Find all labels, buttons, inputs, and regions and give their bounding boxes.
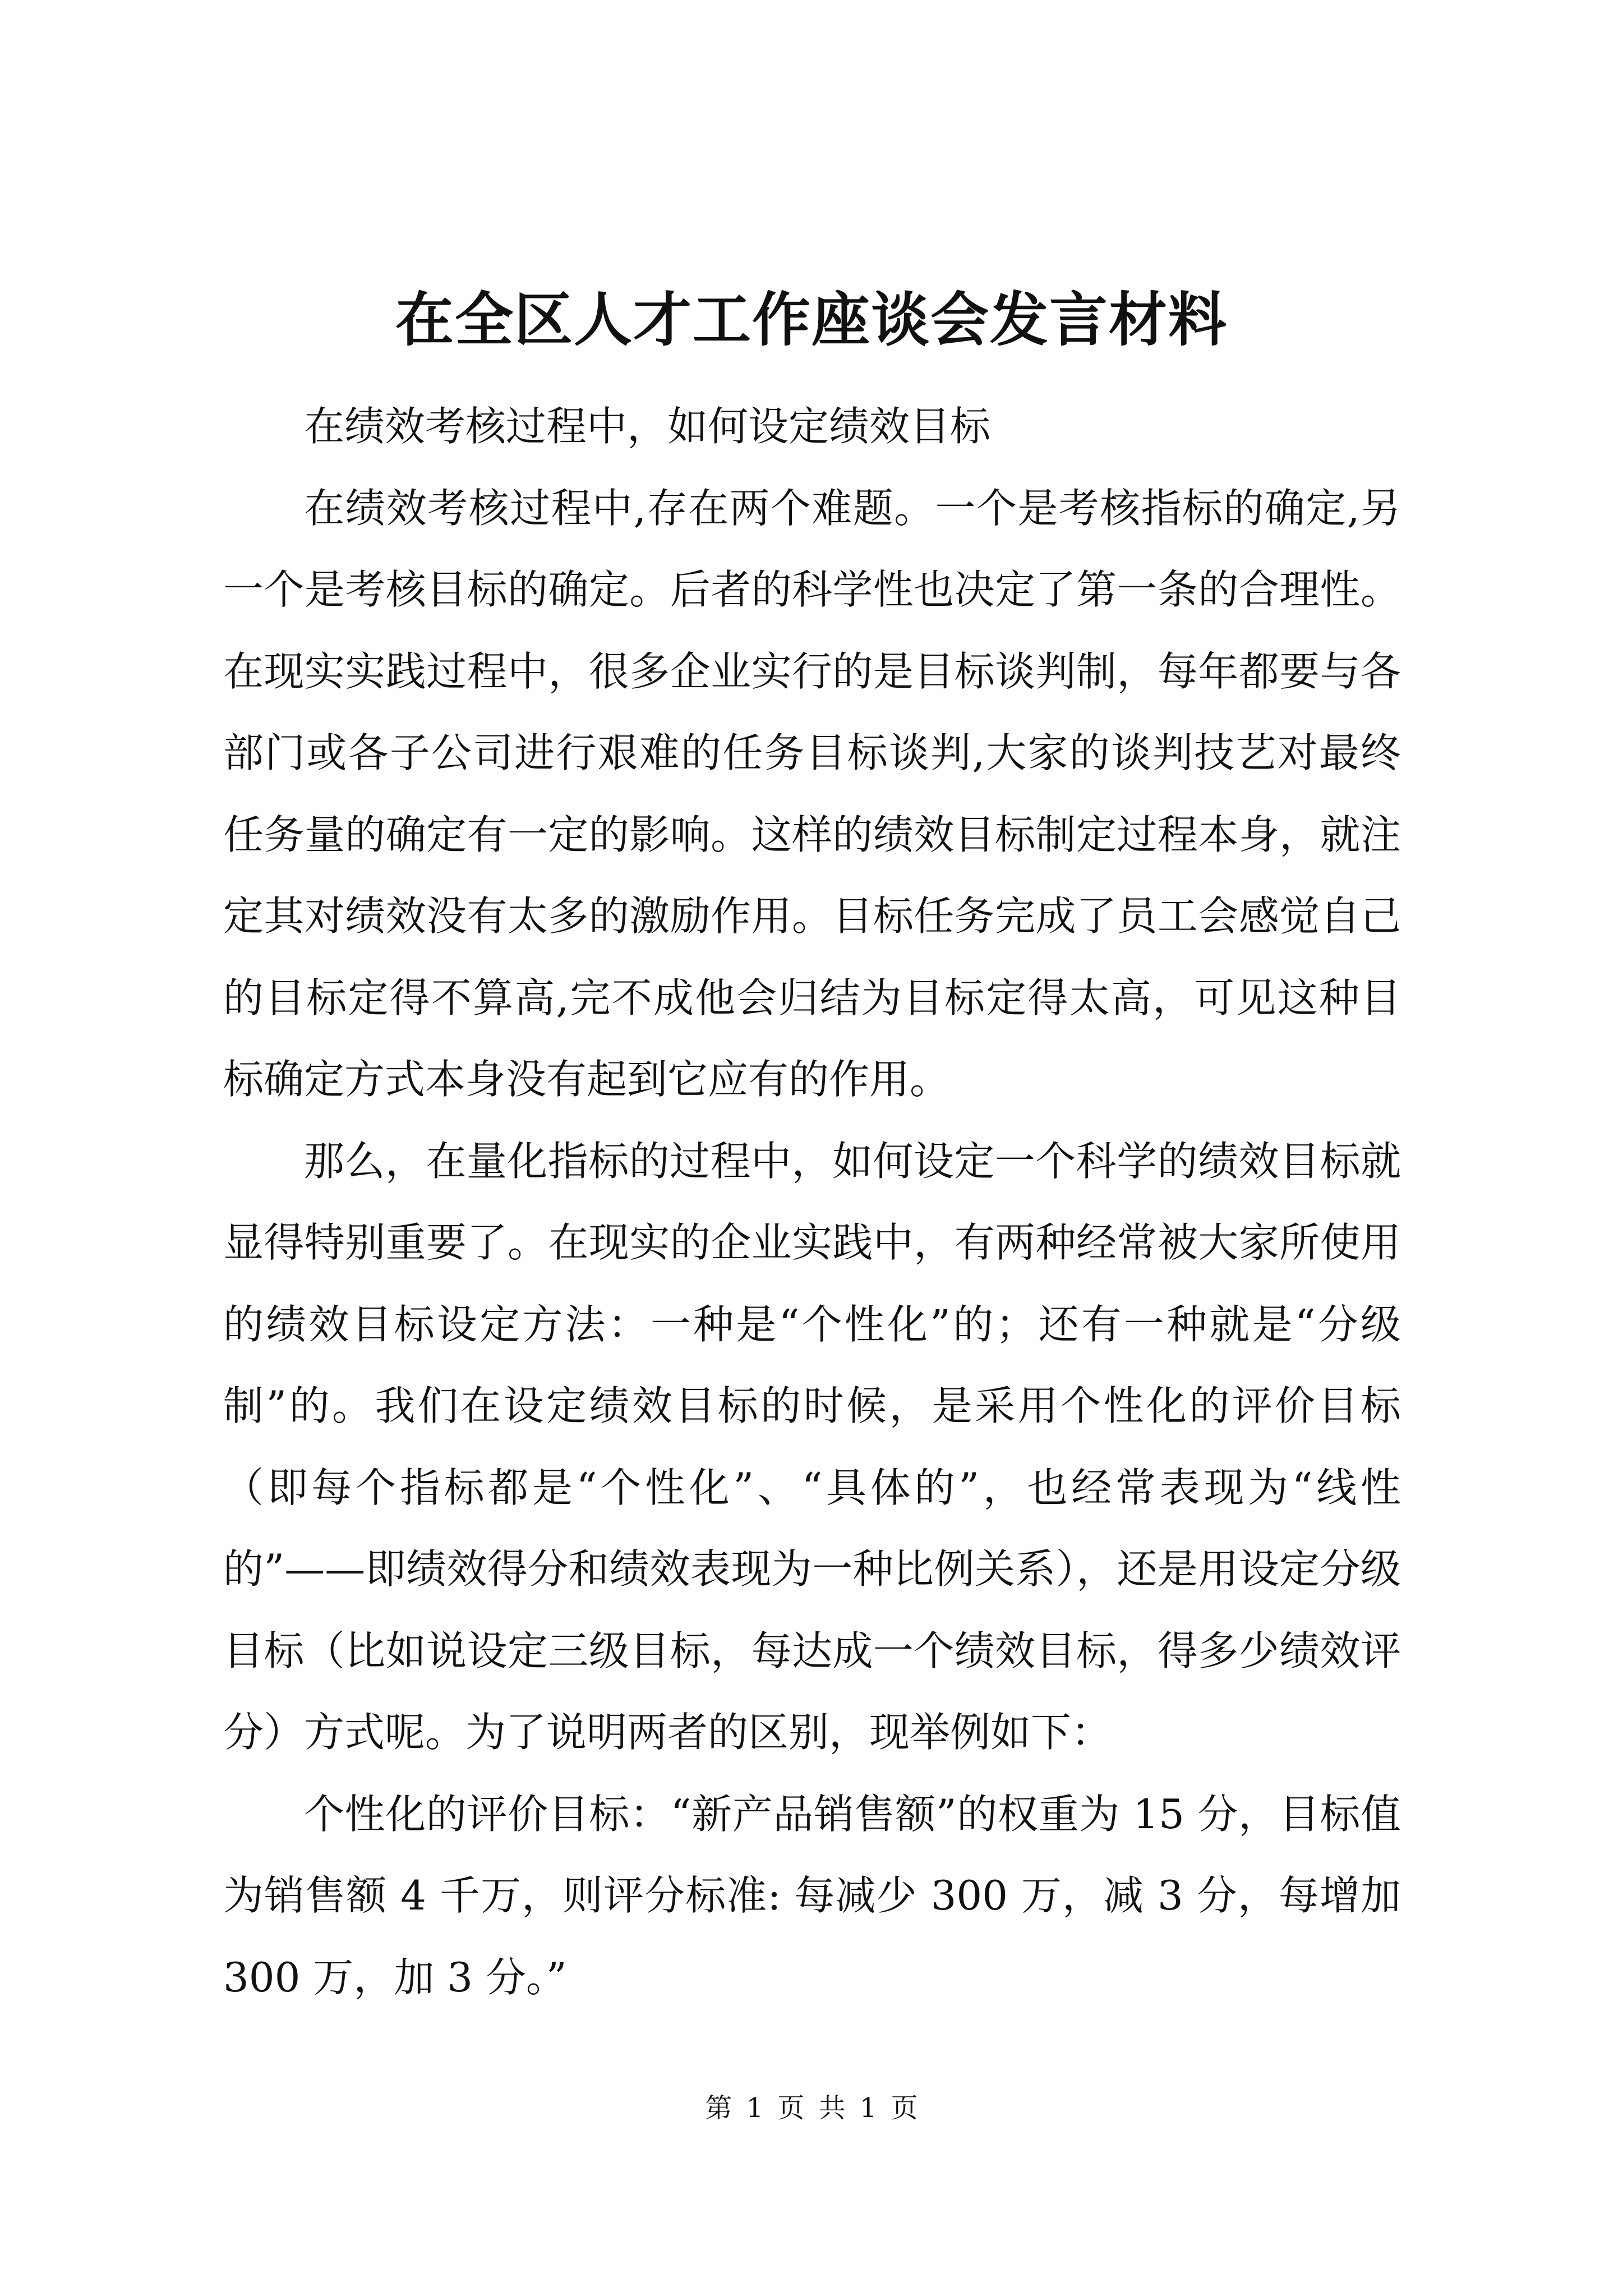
document-title: 在全区人才工作座谈会发言材料 <box>395 285 1228 354</box>
page-number-footer: 第 1 页 共 1 页 <box>705 2092 918 2124</box>
paragraph-methods: 那么，在量化指标的过程中，如何设定一个科学的绩效目标就显得特别重要了。在现实的企业实践中，有两种经常被大家所使用的绩效目标设定方法：一种是“个性化”的；还有一种就是“分级制”的。我们在设定绩效目标的时候，是采用个性化的评价目标（即每个指标都是“个性化”、“具体的”，也经常表现为“线性的”——即绩效得分和绩效表现为一种比例关系），还是用设定分级目标（比如说设定三级目标，每达成一个绩效目标，得多少绩效评分）方式呢。为了说明两者的区别，现举例如下： <box>223 1137 1401 1756</box>
paragraph-subheading: 在绩效考核过程中，如何设定绩效目标 <box>304 403 991 450</box>
paragraph-example: 个性化的评价目标：“新产品销售额”的权重为 15 分，目标值为销售额 4 千万，则评分标准: 每减少 300 万，减 3 分，每增加 300 万，加 3 分。” <box>223 1790 1401 2001</box>
paragraph-problem: 在绩效考核过程中,存在两个难题。一个是考核指标的确定,另一个是考核目标的确定。后者的科学性也决定了第一条的合理性。在现实实践过程中，很多企业实行的是目标谈判制，每年都要与各部门或各子公司进行艰难的任务目标谈判,大家的谈判技艺对最终任务量的确定有一定的影响。这样的绩效目标制定过程本身，就注定其对绩效没有太多的激励作用。目标任务完成了员工会感觉自己的目标定得不算高,完不成他会归结为目标定得太高，可见这种目标确定方式本身没有起到它应有的作用。 <box>223 484 1401 1103</box>
document-body <box>223 386 1401 2018</box>
